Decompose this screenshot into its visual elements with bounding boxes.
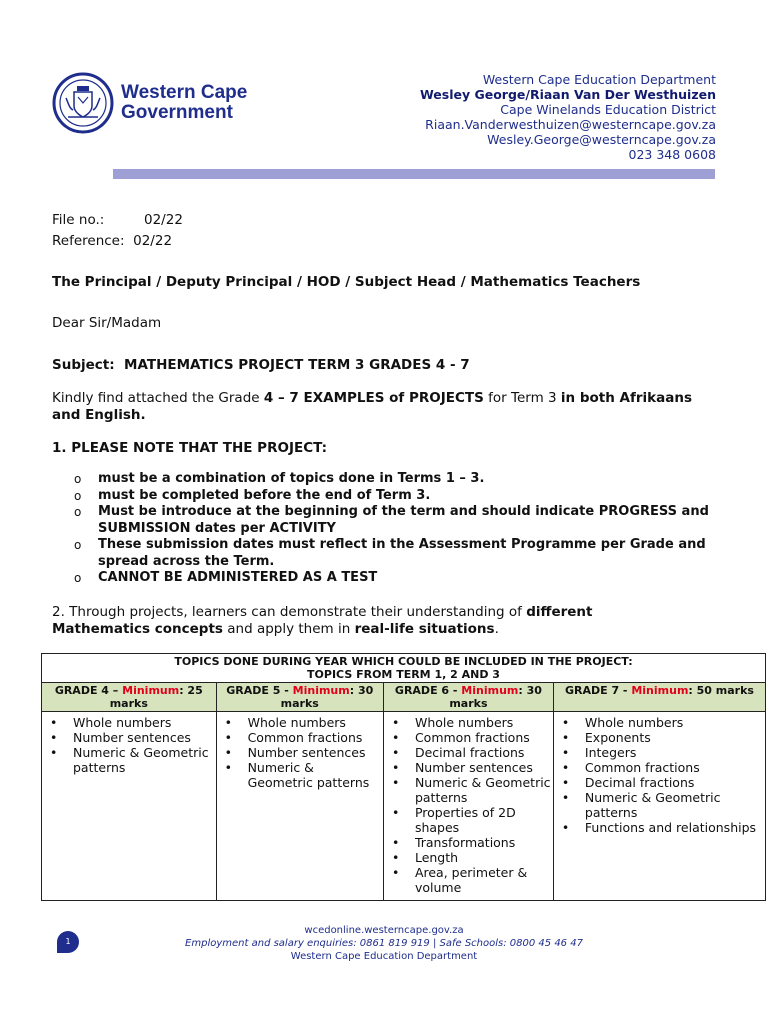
intro-text-1: Kindly find attached the Grade	[52, 390, 264, 406]
grade-7-header	[553, 683, 765, 712]
contact-department: Western Cape Education Department	[482, 72, 716, 87]
marks-label: : 25 marks	[109, 684, 203, 710]
list-item: • Number sentences	[218, 745, 382, 760]
marks-label: : 50 marks	[688, 684, 754, 697]
table-title-line-2: TOPICS FROM TERM 1, 2 AND 3	[307, 668, 500, 681]
grade-6-topics	[383, 712, 553, 901]
list-item: • Area, perimeter & volume	[385, 865, 552, 895]
intro-bold-2: in both Afrikaans and English.	[52, 390, 692, 423]
marks-label: : 30 marks	[449, 684, 542, 710]
list-item: • Numeric & Geometric patterns	[555, 790, 764, 820]
topics-table	[41, 653, 766, 901]
salutation: Dear Sir/Madam	[52, 315, 162, 331]
file-number-line	[52, 212, 183, 229]
list-item: • Common fractions	[218, 730, 382, 745]
subject-label: Subject:	[52, 357, 115, 373]
list-item: o Must be introduce at the beginning of the term and should indicate PROGRESS and SUBMISSION dates per ACTIVITY	[74, 504, 724, 537]
list-item: • Whole numbers	[555, 715, 764, 730]
coat-of-arms-logo	[52, 72, 114, 134]
logo-line-1: Western Cape	[121, 82, 248, 103]
list-item: • Numeric & Geometric patterns	[218, 760, 382, 790]
list-item: • Whole numbers	[385, 715, 552, 730]
file-value: 02/22	[144, 212, 183, 228]
reference-value: 02/22	[133, 233, 173, 249]
list-item: • Exponents	[555, 730, 764, 745]
list-item: • Number sentences	[385, 760, 552, 775]
list-item: • Decimal fractions	[385, 745, 552, 760]
grade-7-topics	[553, 712, 765, 901]
grade-5-topics	[216, 712, 383, 901]
minimum-label: Minimum	[631, 684, 689, 697]
table-title-row	[42, 654, 766, 683]
list-item: • Functions and relationships	[555, 820, 764, 835]
header-divider	[113, 169, 715, 179]
list-item: o CANNOT BE ADMINISTERED AS A TEST	[74, 570, 724, 587]
logo-line-2: Government	[121, 102, 233, 123]
list-item: • Properties of 2D shapes	[385, 805, 552, 835]
list-item: • Common fractions	[555, 760, 764, 775]
list-item: • Transformations	[385, 835, 552, 850]
page-number-badge: 1	[57, 931, 79, 953]
grade-6-header	[383, 683, 553, 712]
point-2-paragraph	[52, 604, 692, 638]
logo-wordmark	[121, 83, 247, 123]
contact-names: Wesley George/Riaan Van Der Westhuizen	[419, 87, 716, 102]
note-heading: 1. PLEASE NOTE THAT THE PROJECT:	[52, 440, 327, 456]
grade-header-row	[42, 683, 766, 712]
project-requirements-list	[74, 471, 724, 587]
list-item: • Numeric & Geometric patterns	[385, 775, 552, 805]
intro-text-2: for Term 3	[483, 390, 561, 406]
list-item: • Integers	[555, 745, 764, 760]
footer-website[interactable]: wcedonline.westerncape.gov.za	[304, 925, 464, 936]
minimum-label: Minimum	[461, 684, 519, 697]
contact-email-wesley[interactable]: Wesley.George@westerncape.gov.za	[487, 132, 716, 147]
file-label: File no.:	[52, 212, 105, 228]
table-title-cell	[42, 654, 766, 683]
table-title-line-1: TOPICS DONE DURING YEAR WHICH COULD BE INCLUDED IN THE PROJECT:	[174, 655, 633, 668]
list-item: • Whole numbers	[43, 715, 215, 730]
grade-label: GRADE 7 -	[564, 684, 632, 697]
list-item: • Whole numbers	[218, 715, 382, 730]
grade-5-header	[216, 683, 383, 712]
addressee: The Principal / Deputy Principal / HOD / Subject Head / Mathematics Teachers	[52, 274, 641, 290]
list-item: • Decimal fractions	[555, 775, 764, 790]
minimum-label: Minimum	[292, 684, 350, 697]
marks-label: : 30 marks	[280, 684, 374, 710]
subject-text: MATHEMATICS PROJECT TERM 3 GRADES 4 - 7	[124, 357, 470, 373]
grade-label: GRADE 6 -	[394, 684, 462, 697]
intro-paragraph	[52, 390, 712, 424]
minimum-label: Minimum	[122, 684, 180, 697]
list-item: • Number sentences	[43, 730, 215, 745]
footer-enquiries: Employment and salary enquiries: 0861 819 919 | Safe Schools: 0800 45 46 47	[185, 938, 583, 949]
point2-text-3: .	[494, 621, 499, 637]
grade-label: GRADE 5 -	[226, 684, 293, 697]
footer	[0, 924, 768, 963]
point2-text-1: 2. Through projects, learners can demonstrate their understanding of	[52, 604, 527, 620]
reference-line	[52, 233, 172, 250]
contact-block	[420, 72, 716, 162]
contact-district: Cape Winelands Education District	[500, 102, 716, 117]
point2-text-2: and apply them in	[222, 621, 355, 637]
list-item: o must be a combination of topics done in Terms 1 – 3.	[74, 471, 724, 488]
contact-phone: 023 348 0608	[628, 147, 716, 162]
footer-department: Western Cape Education Department	[290, 951, 478, 962]
intro-bold-1: 4 – 7 EXAMPLES of PROJECTS	[263, 390, 484, 406]
list-item: o must be completed before the end of Term 3.	[74, 488, 724, 505]
grade-label: GRADE 4 –	[54, 684, 123, 697]
topics-row	[42, 712, 766, 901]
point2-bold-2: real-life situations	[354, 621, 495, 637]
list-item: o These submission dates must reflect in the Assessment Programme per Grade and spread across the Term.	[74, 537, 724, 570]
grade-4-topics	[42, 712, 217, 901]
subject-line	[52, 357, 470, 374]
point2-bold-1: different Mathematics concepts	[52, 604, 593, 637]
reference-label: Reference:	[52, 233, 125, 249]
list-item: • Common fractions	[385, 730, 552, 745]
list-item: • Numeric & Geometric patterns	[43, 745, 215, 775]
contact-email-riaan[interactable]: Riaan.Vanderwesthuizen@westerncape.gov.za	[425, 117, 716, 132]
list-item: • Length	[385, 850, 552, 865]
grade-4-header	[42, 683, 217, 712]
